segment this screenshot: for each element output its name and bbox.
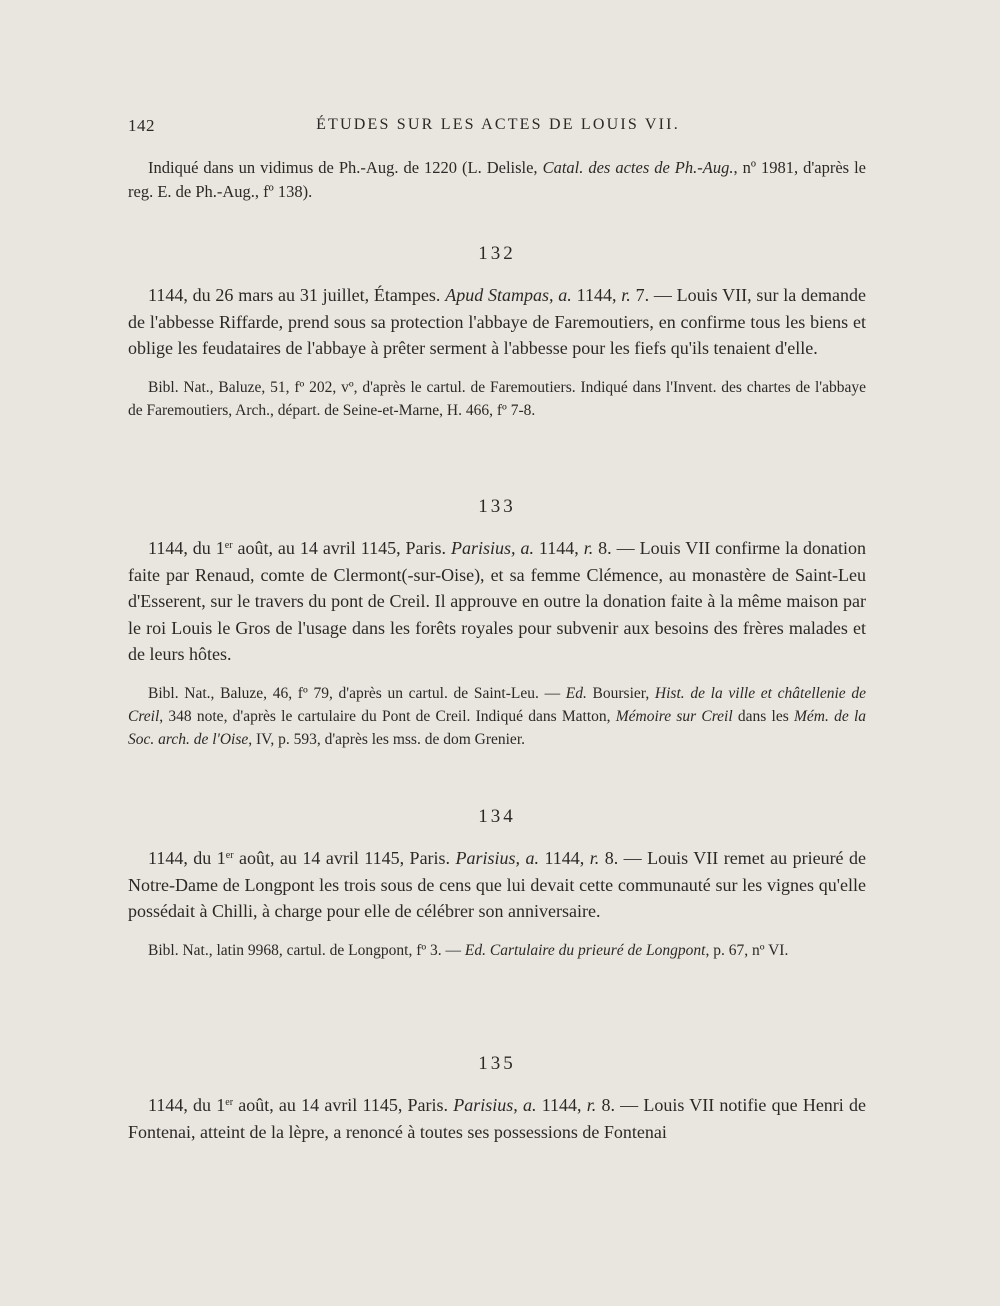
- note-ed: Ed.: [565, 684, 587, 702]
- entry-number: 133: [478, 496, 516, 517]
- entry-date-sup: er: [224, 540, 233, 551]
- note-title: Cartulaire du prieuré de Longpont: [489, 941, 706, 959]
- note-text: Bibl. Nat., latin 9968, cartul. de Longpont, fº 3. —: [148, 941, 465, 959]
- page-header: [128, 116, 868, 146]
- entry-date: 1144, du 26 mars au 31 juillet, Étampes.: [148, 285, 446, 305]
- entry-regnal: r.: [621, 285, 631, 305]
- note-text: , IV, p. 593, d'après les mss. de dom Grenier.: [248, 730, 525, 748]
- entry-134: [128, 805, 866, 962]
- note-text: Boursier,: [586, 684, 655, 702]
- entry-dating-clause: Apud Stampas, a.: [445, 285, 572, 305]
- entry-year: 1144,: [539, 848, 590, 868]
- entry-year: 1144,: [571, 285, 622, 305]
- entry-date: août, au 14 avril 1145, Paris.: [233, 848, 456, 868]
- entry-date-sup: er: [225, 1097, 234, 1108]
- entry-date: août, au 14 avril 1145, Paris.: [232, 538, 451, 558]
- running-title: ÉTUDES SUR LES ACTES DE LOUIS VII.: [316, 116, 680, 133]
- entry-number: 132: [478, 243, 516, 264]
- entry-source-note: [128, 939, 866, 962]
- entry-summary: 8. — Louis VII notifie que Henri de Fontenai, atteint de la lèpre, a renoncé à toutes ses possessions de Fontenai: [128, 1095, 866, 1142]
- entry-date-sup: er: [225, 850, 234, 861]
- prelude-text: , nº 1981, d'après le reg. E. de Ph.-Aug., fº 138).: [128, 158, 867, 201]
- entry-date: 1144, du 1: [148, 538, 225, 558]
- entry-text: [128, 535, 866, 668]
- prelude-note: [128, 156, 866, 204]
- note-title: Hist. de la ville et châtellenie de Creil: [128, 684, 866, 725]
- page-number: 142: [128, 116, 155, 135]
- entry-dating-clause: Parisius, a.: [455, 848, 539, 868]
- prelude-text: Indiqué dans un vidimus de Ph.-Aug. de 1220 (L. Delisle,: [148, 158, 543, 177]
- entry-number: 134: [478, 806, 516, 827]
- entry-source-note: [128, 682, 866, 751]
- entry-summary: 7. — Louis VII, sur la demande de l'abbesse Riffarde, prend sous sa protection l'abbaye de Faremoutiers, en confirme tous les biens et oblige les feudataires de l'abbaye à prêter serment à l'abbesse pour les fiefs qu'ils tenaient d'elle.: [128, 285, 866, 358]
- entry-dating-clause: Parisius, a.: [453, 1095, 537, 1115]
- entry-summary: 8. — Louis VII confirme la donation faite par Renaud, comte de Clermont(-sur-Oise), et sa femme Clémence, au monastère de Saint-Leu d'Esserent, sur le travers du pont de Creil. Il approuve en outre la donation faite à la même maison par le roi Louis le Gros de l'usage dans les forêts royales pour subvenir aux besoins des frères malades et de leurs hôtes.: [128, 538, 867, 664]
- entry-135: [128, 1052, 866, 1145]
- note-title: Mémoire sur Creil: [615, 707, 733, 725]
- entry-year: 1144,: [536, 1095, 587, 1115]
- prelude-paragraph: [128, 156, 866, 204]
- note-text: Bibl. Nat., Baluze, 46, fº 79, d'après un cartul. de Saint-Leu. —: [148, 684, 566, 702]
- entry-date: août, au 14 avril 1145, Paris.: [233, 1095, 454, 1115]
- note-text: , p. 67, nº VI.: [705, 941, 789, 959]
- entry-year: 1144,: [533, 538, 584, 558]
- note-title: Mém. de la Soc. arch. de l'Oise: [128, 707, 867, 748]
- note-text: , 348 note, d'après le cartulaire du Pont de Creil. Indiqué dans Matton,: [159, 707, 616, 725]
- note-ed: Ed.: [464, 941, 487, 959]
- entry-source-note: Bibl. Nat., Baluze, 51, fº 202, vº, d'après le cartul. de Faremoutiers. Indiqué dans l'Invent. des chartes de l'abbaye de Faremoutiers, Arch., départ. de Seine-et-Marne, H. 466, fº 7-8.: [128, 378, 866, 419]
- entry-dating-clause: Parisius, a.: [451, 538, 534, 558]
- entry-text: [128, 1092, 866, 1145]
- note-text: dans les: [732, 707, 794, 725]
- entry-regnal: r.: [586, 1095, 597, 1115]
- entry-date: 1144, du 1: [148, 848, 226, 868]
- entry-regnal: r.: [583, 538, 594, 558]
- entry-133: [128, 495, 866, 751]
- entry-text: [128, 845, 866, 925]
- entry-132: [128, 242, 866, 422]
- entry-number: 135: [478, 1053, 516, 1074]
- entry-summary: 8. — Louis VII remet au prieuré de Notre-Dame de Longpont les trois sous de cens que lui devait cette communauté sur les vignes qu'elle possédait à Chilli, à charge pour elle de célébrer son anniversaire.: [128, 848, 866, 921]
- entry-date: 1144, du 1: [148, 1095, 226, 1115]
- entry-text: [128, 282, 866, 362]
- entry-regnal: r.: [589, 848, 600, 868]
- prelude-title: Catal. des actes de Ph.-Aug.: [542, 158, 734, 177]
